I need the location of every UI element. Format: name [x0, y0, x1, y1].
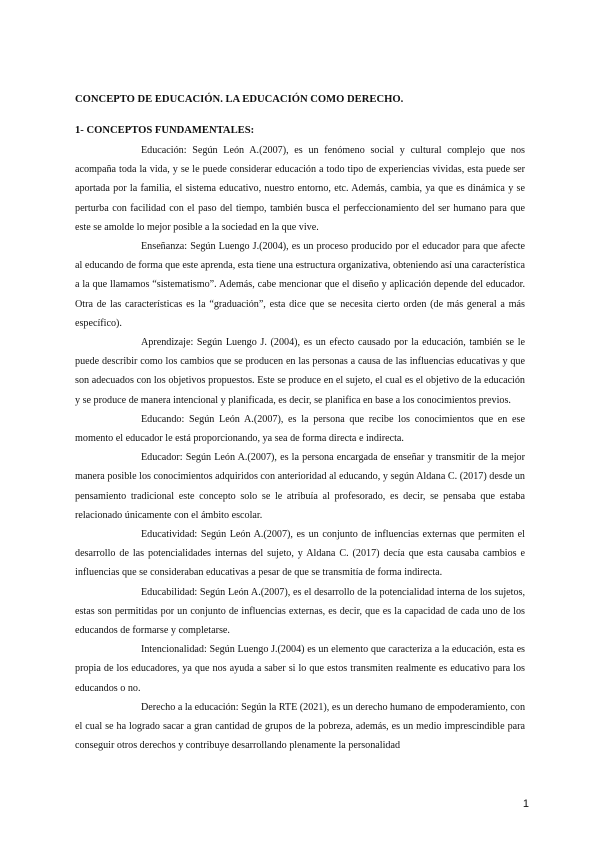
paragraph-educacion: Educación: Según León A.(2007), es un fenómeno social y cultural complejo que nos acompaña toda la vida, y se le puede considerar educación a todo tipo de experiencias vividas, esta puede ser aportada por la familia, el sistema educativo, nuestro entorno, etc. Además, cambia, ya que es dinámica y se perturba con facilidad con el paso del tiempo, también busca el perfeccionamiento del ser humano para que este se amolde lo mejor posible a la sociedad en la que vive. — [75, 145, 525, 233]
section-heading: 1- CONCEPTOS FUNDAMENTALES: — [75, 125, 255, 136]
paragraph-intencionalidad: Intencionalidad: Según Luengo J.(2004) es un elemento que caracteriza a la educación, esta es propia de los educadores, ya que nos ayuda a saber si lo que estos transmiten realmente es educativo para los educandos o no. — [75, 644, 525, 694]
document-body — [75, 141, 525, 756]
paragraph-educabilidad: Educabilidad: Según León A.(2007), es el desarrollo de la potencialidad interna de los sujetos, estas son permitidas por un conjunto de influencias externas, es decir, que es la capacidad de cada uno de los educandos de formarse y completarse. — [75, 586, 525, 637]
document-title: CONCEPTO DE EDUCACIÓN. LA EDUCACIÓN COMO DERECHO. — [75, 94, 404, 105]
paragraph-aprendizaje: Aprendizaje: Según Luengo J. (2004), es un efecto causado por la educación, también se le puede describir como los cambios que se producen en las personas a causa de las influencias educativas y que son adecuados con los objetivos propuestos. Este se produce en el sujeto, el cual es el objetivo de la educación y se produce de manera intencional y planificada, es decir, se planifica en base a los conocimientos previos. — [75, 337, 525, 406]
paragraph-educando: Educando: Según León A.(2007), es la persona que recibe los conocimientos que en ese momento el educador le está proporcionando, ya sea de forma directa e indirecta. — [75, 413, 525, 445]
paragraph-ensenanza: Enseñanza: Según Luengo J.(2004), es un proceso producido por el educador para que afecte al educando de forma que este aprenda, esta tiene una estructura organizativa, obteniendo así una característica a la que llamamos “sistematismo”. Además, cabe mencionar que el diseño y aplicación depende del educador. Otra de las características es la “graduación”, esta dice que se necesita cierto orden (de más general a más específico). — [75, 241, 525, 329]
page-number: 1 — [522, 798, 529, 810]
paragraph-educatividad: Educatividad: Según León A.(2007), es un conjunto de influencias externas que permiten el desarrollo de las potencialidades internas del sujeto, y Aldana C. (2017) decía que esta causaba cambios e influencias que se consideraban educativas a pesar de que se transmitía de forma indirecta. — [75, 529, 525, 579]
paragraph-educador: Educador: Según León A.(2007), es la persona encargada de enseñar y transmitir de la mejor manera posible los conocimientos adquiridos con anterioridad al educando, y según Aldana C. (2017) desde un pensamiento tradicional este concepto solo se le atribuía al profesorado, es decir, se pensaba que estaba relacionado únicamente con el ámbito escolar. — [75, 452, 525, 521]
paragraph-derecho-educacion: Derecho a la educación: Según la RTE (2021), es un derecho humano de empoderamiento, con el cual se ha logrado sacar a gran cantidad de grupos de la pobreza, además, es un medio imprescindible para conseguir otros derechos y contribuye desarrollando plenamente la personalidad — [75, 701, 526, 752]
